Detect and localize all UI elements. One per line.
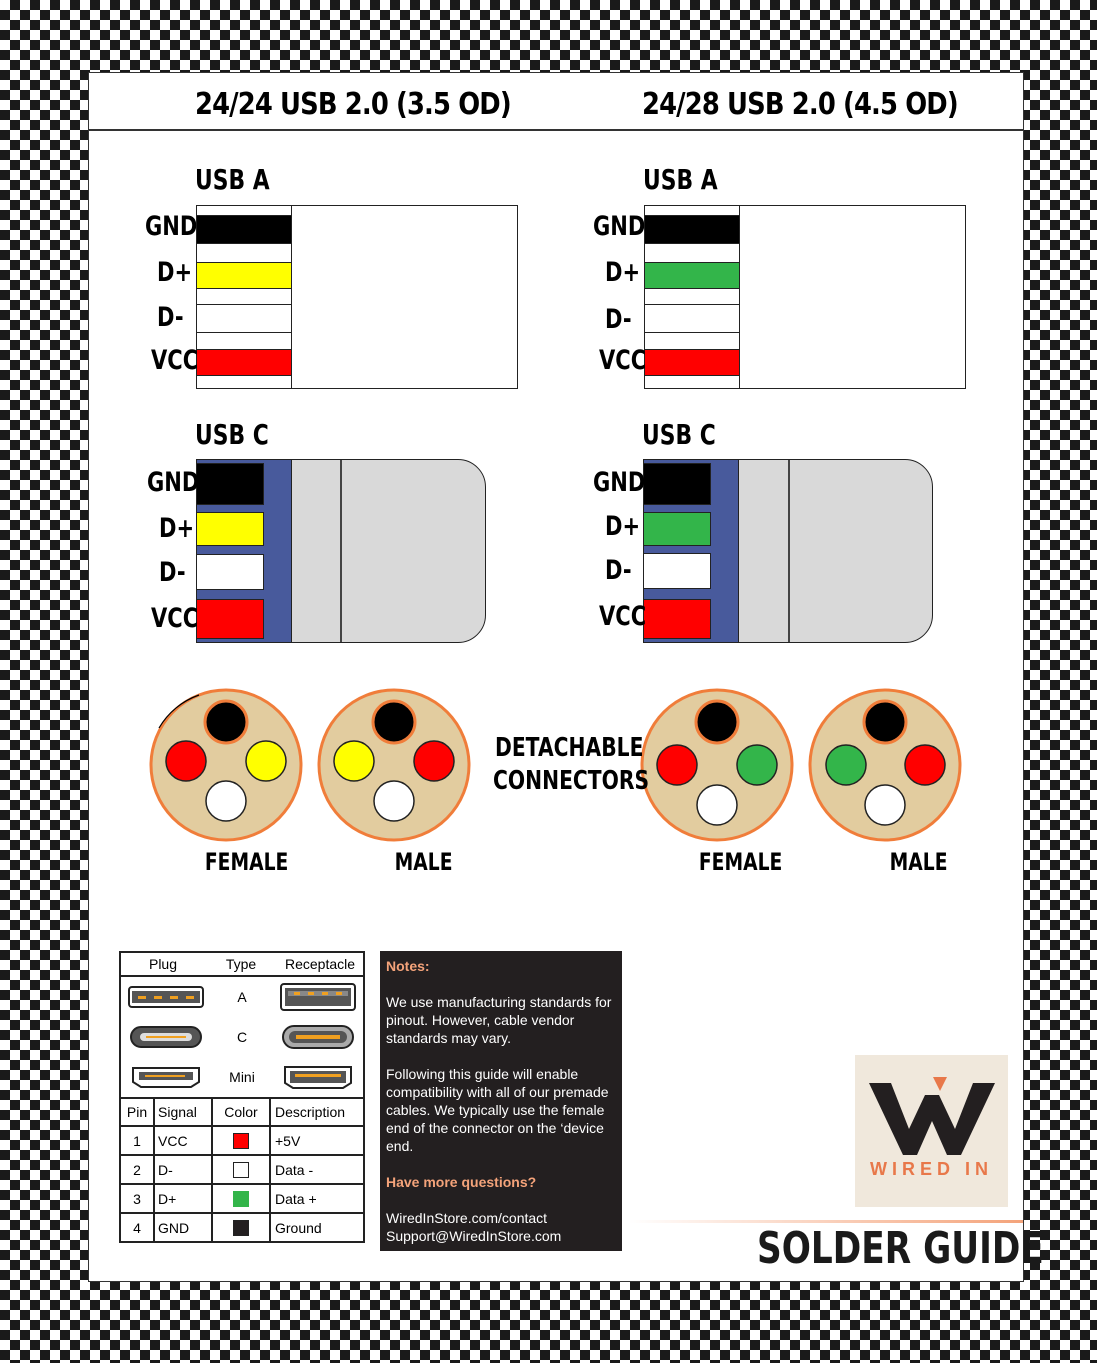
detachable-label-line2: CONNECTORS [493, 766, 650, 796]
right-male-dminus-pin [865, 785, 905, 825]
right-male-vcc-pin [905, 745, 945, 785]
pin-color-cell [213, 1156, 271, 1183]
black-swatch [233, 1220, 249, 1236]
left-usb-c-pin-dplus: D+ [159, 513, 195, 544]
left-usb-c-pin-dminus: D- [159, 557, 186, 588]
header-receptacle: Receptacle [284, 956, 356, 972]
type-row-mini [121, 1057, 363, 1097]
right-usb-a-label: USB A [643, 163, 718, 196]
left-usb-a-pin-vcc: VCC [151, 345, 199, 376]
table-row [121, 1214, 363, 1241]
right-usb-c-dminus-pad [643, 553, 711, 589]
right-usb-c-divider [788, 460, 790, 642]
right-female-connector [642, 690, 792, 840]
left-usb-c-pin-gnd: GND [147, 467, 200, 498]
left-usb-a-pin-gnd: GND [145, 211, 198, 242]
contact-link[interactable]: WiredInStore.com/contact [386, 1210, 548, 1226]
left-usb-c-vcc-pad [196, 599, 264, 639]
type-mini-label: Mini [229, 1069, 255, 1085]
header-color: Color [213, 1099, 271, 1125]
notes-question: Have more questions? [386, 1174, 537, 1190]
header-divider [89, 129, 1023, 131]
type-row-a [121, 977, 363, 1017]
left-usb-a-dplus-wire [196, 262, 292, 289]
header-signal: Signal [155, 1099, 213, 1125]
usb-mini-plug-icon [121, 1065, 211, 1089]
pin-description: Data - [275, 1161, 314, 1178]
right-female-label: FEMALE [698, 848, 783, 876]
type-table-header [121, 953, 363, 977]
left-usb-a-dminus-wire [196, 304, 292, 333]
right-usb-c-pin-gnd: GND [593, 467, 646, 498]
usb-mini-receptacle-icon [273, 1065, 363, 1089]
header-type: Type [225, 956, 257, 972]
table-row [121, 1127, 363, 1156]
pin-signal: D- [155, 1156, 213, 1183]
left-usb-c-pin-vcc: VCC [151, 603, 199, 634]
left-usb-c-divider [340, 460, 342, 642]
right-usb-c-gnd-pad [643, 463, 711, 505]
left-female-label: FEMALE [204, 848, 289, 876]
left-usb-a-pin-dplus: D+ [157, 257, 193, 288]
right-usb-c-vcc-pad [643, 599, 711, 639]
pin-number: 2 [121, 1156, 155, 1183]
type-row-c [121, 1017, 363, 1057]
left-female-dminus-pin [206, 781, 246, 821]
type-c-label: C [236, 1029, 248, 1045]
right-usb-a-dplus-wire [644, 262, 740, 289]
left-usb-c-dplus-pad [196, 512, 264, 546]
left-female-dplus-pin [246, 741, 286, 781]
left-usb-a-pin-dminus: D- [157, 302, 184, 333]
left-male-dplus-pin [334, 741, 374, 781]
wired-in-logo [855, 1055, 1008, 1207]
right-usb-a-pin-vcc: VCC [599, 345, 647, 376]
red-swatch [233, 1133, 249, 1149]
solder-guide-sheet [88, 72, 1044, 1282]
left-female-vcc-pin [166, 741, 206, 781]
right-usb-a-gnd-wire [644, 215, 740, 244]
usb-c-receptacle-icon [273, 1025, 363, 1049]
solder-guide-title: SOLDER GUIDE [757, 1223, 1044, 1274]
right-female-gnd-pin [696, 701, 738, 743]
notes-paragraph-2: Following this guide will enable compatibility with all of our premade cables. We typically use the female end of the connector on the ‘device end. [386, 1066, 609, 1154]
left-male-gnd-pin [373, 701, 415, 743]
white-swatch [233, 1162, 249, 1178]
pin-description: Data + [275, 1190, 317, 1207]
left-female-connector [151, 690, 301, 840]
header-description: Description [275, 1104, 346, 1120]
right-usb-a-vcc-wire [644, 349, 740, 376]
header-pin: Pin [121, 1099, 155, 1125]
usb-a-plug-icon [121, 985, 211, 1009]
right-usb-c-dplus-pad [643, 512, 711, 546]
header-plug: Plug [148, 956, 178, 972]
left-usb-a-gnd-wire [196, 215, 292, 244]
right-usb-c-pin-dminus: D- [605, 555, 632, 586]
right-male-dplus-pin [826, 745, 866, 785]
right-male-gnd-pin [864, 701, 906, 743]
right-usb-a-pin-dminus: D- [605, 304, 632, 335]
right-usb-a-pin-dplus: D+ [605, 257, 641, 288]
detachable-label-line1: DETACHABLE [495, 733, 644, 763]
w-logo-icon [867, 1075, 997, 1159]
left-usb-c-dminus-pad [196, 554, 264, 590]
pin-signal: GND [155, 1214, 213, 1241]
right-female-dplus-pin [737, 745, 777, 785]
pin-color-cell [213, 1214, 271, 1241]
table-row [121, 1185, 363, 1214]
right-usb-c-label: USB C [642, 418, 716, 451]
pin-signal: D+ [155, 1185, 213, 1212]
usb-c-plug-icon [121, 1026, 211, 1048]
table-row [121, 1156, 363, 1185]
pin-description: Ground [275, 1219, 322, 1236]
left-male-vcc-pin [414, 741, 454, 781]
left-female-gnd-pin [205, 701, 247, 743]
right-male-label: MALE [889, 848, 948, 876]
support-email[interactable]: Support@WiredInStore.com [386, 1228, 562, 1244]
right-usb-a-pin-gnd: GND [593, 211, 646, 242]
right-column-title: 24/28 USB 2.0 (4.5 OD) [642, 87, 958, 122]
right-usb-c-pin-vcc: VCC [599, 601, 647, 632]
pin-number: 4 [121, 1214, 155, 1241]
pin-description: +5V [275, 1132, 301, 1149]
usb-a-receptacle-icon [273, 983, 363, 1011]
right-usb-a-dminus-wire [644, 304, 740, 333]
type-a-label: A [237, 989, 247, 1005]
left-usb-c-label: USB C [195, 418, 269, 451]
usb-reference-table [119, 951, 365, 1243]
logo-wordmark: WIRED IN [870, 1159, 993, 1179]
left-usb-a-label: USB A [195, 163, 270, 196]
pin-table-header [121, 1097, 363, 1127]
left-male-dminus-pin [374, 781, 414, 821]
right-male-connector [810, 690, 960, 840]
right-usb-c-pin-dplus: D+ [605, 511, 641, 542]
notes-heading: Notes: [386, 958, 430, 974]
left-usb-c-gnd-pad [196, 463, 264, 505]
left-usb-a-vcc-wire [196, 349, 292, 376]
right-female-dminus-pin [697, 785, 737, 825]
pin-color-cell [213, 1127, 271, 1154]
left-column-title: 24/24 USB 2.0 (3.5 OD) [195, 87, 511, 122]
notes-paragraph-1: We use manufacturing standards for pinout. However, cable vendor standards may vary. [386, 994, 612, 1046]
pin-signal: VCC [155, 1127, 213, 1154]
pin-color-cell [213, 1185, 271, 1212]
green-swatch [233, 1191, 249, 1207]
right-female-vcc-pin [657, 745, 697, 785]
left-male-connector [319, 690, 469, 840]
notes-panel [380, 951, 622, 1251]
left-male-label: MALE [394, 848, 453, 876]
pin-number: 3 [121, 1185, 155, 1212]
pin-number: 1 [121, 1127, 155, 1154]
